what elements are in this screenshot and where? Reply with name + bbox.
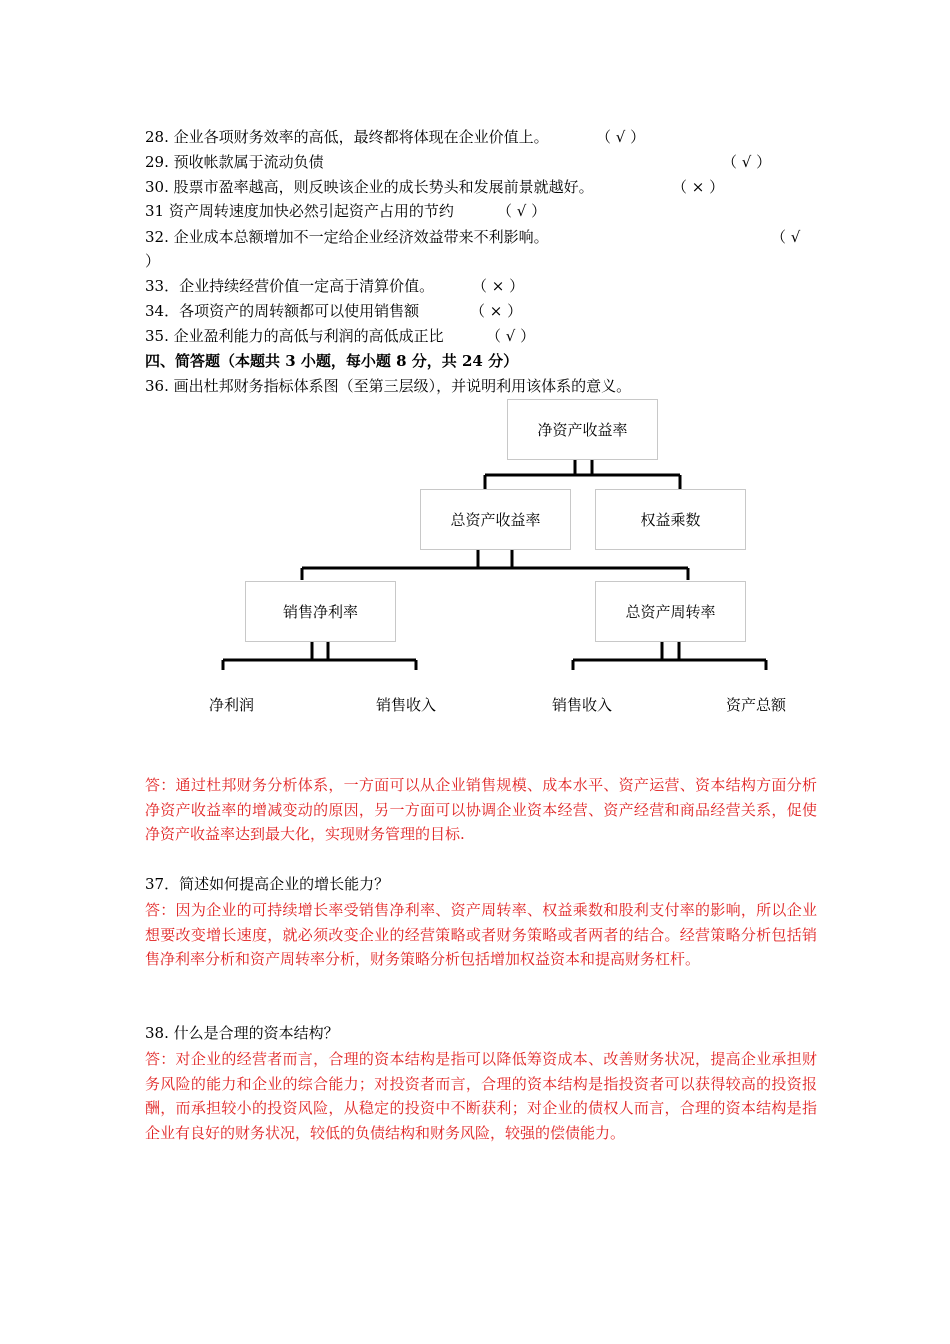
tf-item-29: 29. 预收帐款属于流动负债	[145, 153, 324, 171]
tf-answer-35: （ √ ）	[486, 327, 536, 345]
node-net-profit-margin-label: 销售净利率	[282, 603, 358, 621]
q37-question: 37．简述如何提高企业的增长能力？	[145, 875, 390, 893]
node-roe	[507, 399, 658, 460]
node-equity-multiplier	[595, 489, 746, 550]
node-net-profit-margin	[245, 581, 396, 642]
tf-answer-31: （ √ ）	[497, 202, 547, 220]
tf-item-34: 34．各项资产的周转额都可以使用销售额	[145, 302, 420, 320]
tf-answer-32: （ √	[771, 228, 801, 246]
q38-question: 38. 什么是合理的资本结构？	[145, 1024, 339, 1042]
tf-item-28: 28. 企业各项财务效率的高低，最终都将体现在企业价值上。	[145, 128, 549, 146]
node-asset-turnover-label: 总资产周转率	[625, 603, 716, 621]
tf-answer-34: （ × ）	[470, 302, 523, 320]
tf-answer-30: （ × ）	[672, 178, 725, 196]
node-asset-turnover	[595, 581, 746, 642]
section-heading: 四、简答题（本题共 3 小题，每小题 8 分，共 24 分）	[145, 352, 519, 370]
tf-answer-33: （ × ）	[472, 277, 525, 295]
node-roe-label: 净资产收益率	[537, 421, 628, 439]
q36-question: 36. 画出杜邦财务指标体系图（至第三层级），并说明利用该体系的意义。	[145, 377, 632, 395]
q36-answer: 答：通过杜邦财务分析体系，一方面可以从企业销售规模、成本水平、资产运营、资本结构方面分析净资产收益率的增减变动的原因，另一方面可以协调企业资本经营、资产经营和商品经营关系，促使净资产收益率达到最大化，实现财务管理的目标.	[145, 776, 817, 844]
leaf-net-profit: 净利润	[209, 696, 255, 714]
tf-item-31: 31 资产周转速度加快必然引起资产占用的节约	[145, 202, 454, 220]
tf-answer-29: （ √ ）	[722, 153, 772, 171]
leaf-sales-revenue-1: 销售收入	[376, 696, 437, 714]
tf-item-35: 35. 企业盈利能力的高低与利润的高低成正比	[145, 327, 444, 345]
leaf-total-assets: 资产总额	[726, 696, 787, 714]
tf-answer-32-tail: ）	[145, 252, 161, 270]
tf-answer-28: （ √ ）	[596, 128, 646, 146]
q37-answer: 答：因为企业的可持续增长率受销售净利率、资产周转率、权益乘数和股利支付率的影响，所以企业想要改变增长速度，就必须改变企业的经营策略或者财务策略或者两者的结合。经营策略分析包括销售净利率分析和资产周转率分析，财务策略分析包括增加权益资本和提高财务杠杆。	[145, 901, 817, 969]
node-equity-multiplier-label: 权益乘数	[640, 511, 701, 529]
tf-item-33: 33．企业持续经营价值一定高于清算价值。	[145, 277, 435, 295]
tf-item-30: 30. 股票市盈率越高，则反映该企业的成长势头和发展前景就越好。	[145, 178, 594, 196]
node-roa	[420, 489, 571, 550]
node-roa-label: 总资产收益率	[450, 511, 541, 529]
tf-item-32: 32. 企业成本总额增加不一定给企业经济效益带来不利影响。	[145, 228, 549, 246]
q38-answer: 答：对企业的经营者而言，合理的资本结构是指可以降低筹资成本、改善财务状况，提高企业承担财务风险的能力和企业的综合能力；对投资者而言，合理的资本结构是指投资者可以获得较高的投资报酬，而承担较小的投资风险，从稳定的投资中不断获利；对企业的债权人而言，合理的资本结构是指企业有良好的财务状况，较低的负债结构和财务风险，较强的偿债能力。	[145, 1050, 817, 1142]
leaf-sales-revenue-2: 销售收入	[552, 696, 613, 714]
